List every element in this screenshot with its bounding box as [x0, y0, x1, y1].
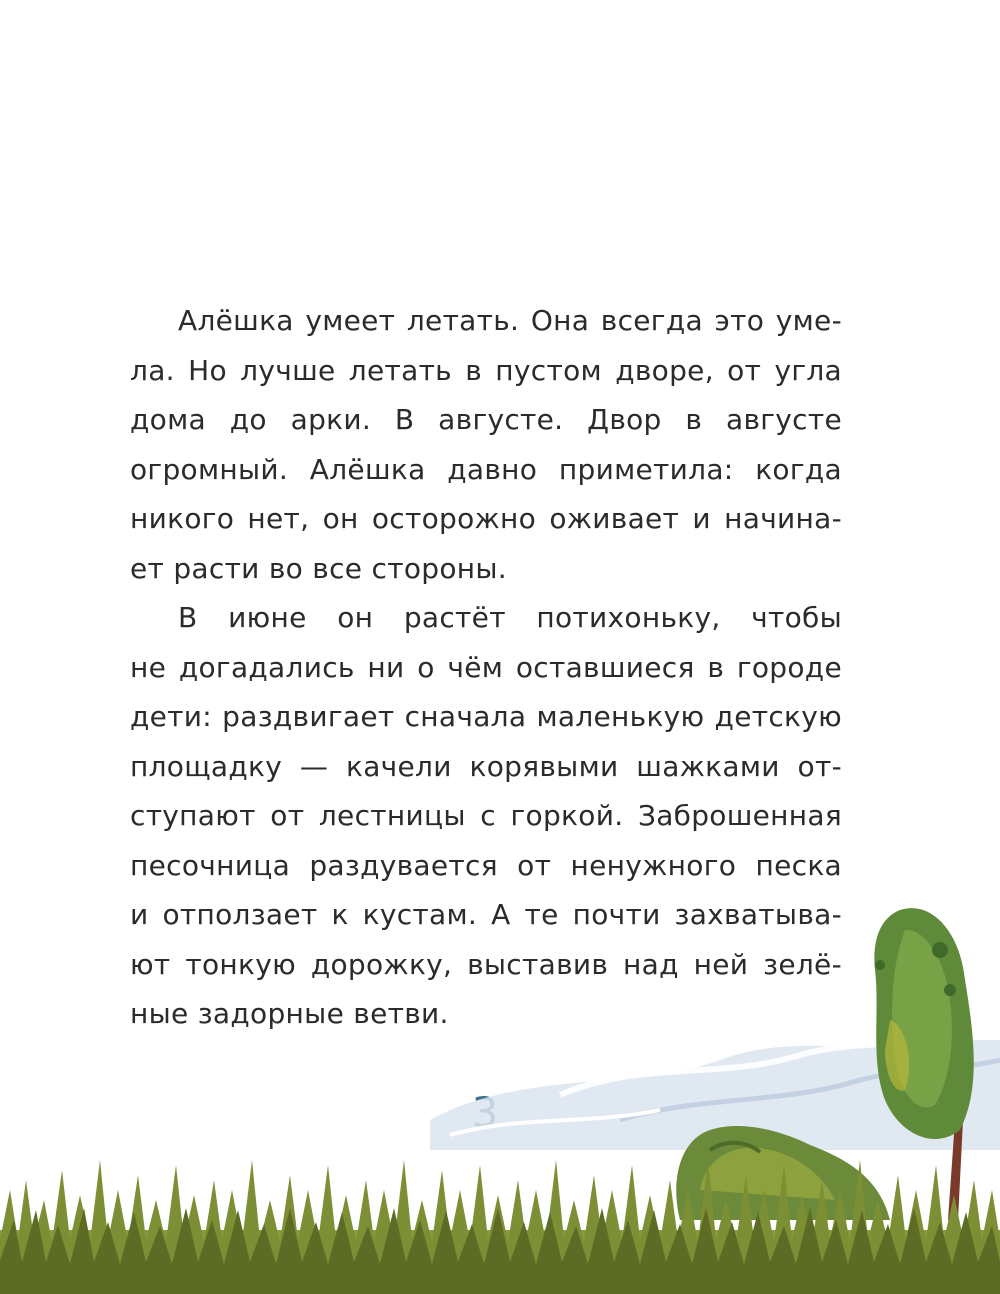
text-line: ла. Но лучше летать в пустом дворе, от угла	[130, 353, 842, 387]
paragraph-1	[130, 296, 842, 593]
text-line: площадку — качели корявыми шажками от-	[130, 749, 842, 783]
text-line: ет расти во все стороны.	[130, 551, 507, 585]
text-line: ступают от лестницы с горкой. Заброшенная	[130, 799, 842, 832]
text-line: Алёшка умеет летать. Она всегда это уме-	[178, 304, 842, 337]
text-line: ные задорные ветви.	[130, 997, 449, 1030]
text-line: не догадались ни о чём оставшиеся в городе	[130, 650, 842, 684]
text-line: никого нет, он осторожно оживает и начина-	[130, 502, 842, 535]
text-line: ют тонкую дорожку, выставив над ней зелё-	[130, 947, 842, 981]
text-line: дома до арки. В августе. Двор в августе	[130, 403, 842, 436]
text-line: песочница раздувается от ненужного песка	[130, 848, 842, 882]
tree-icon	[874, 908, 973, 1220]
text-line: и отползает к кустам. А те почти захватыва-	[130, 898, 842, 931]
text-line: В июне он растёт потихоньку, чтобы	[178, 601, 842, 634]
grass-illustration	[0, 890, 1000, 1294]
text-line: дети: раздвигает сначала маленькую детскую	[130, 700, 842, 733]
text-line: огромный. Алёшка давно приметила: когда	[130, 452, 842, 486]
